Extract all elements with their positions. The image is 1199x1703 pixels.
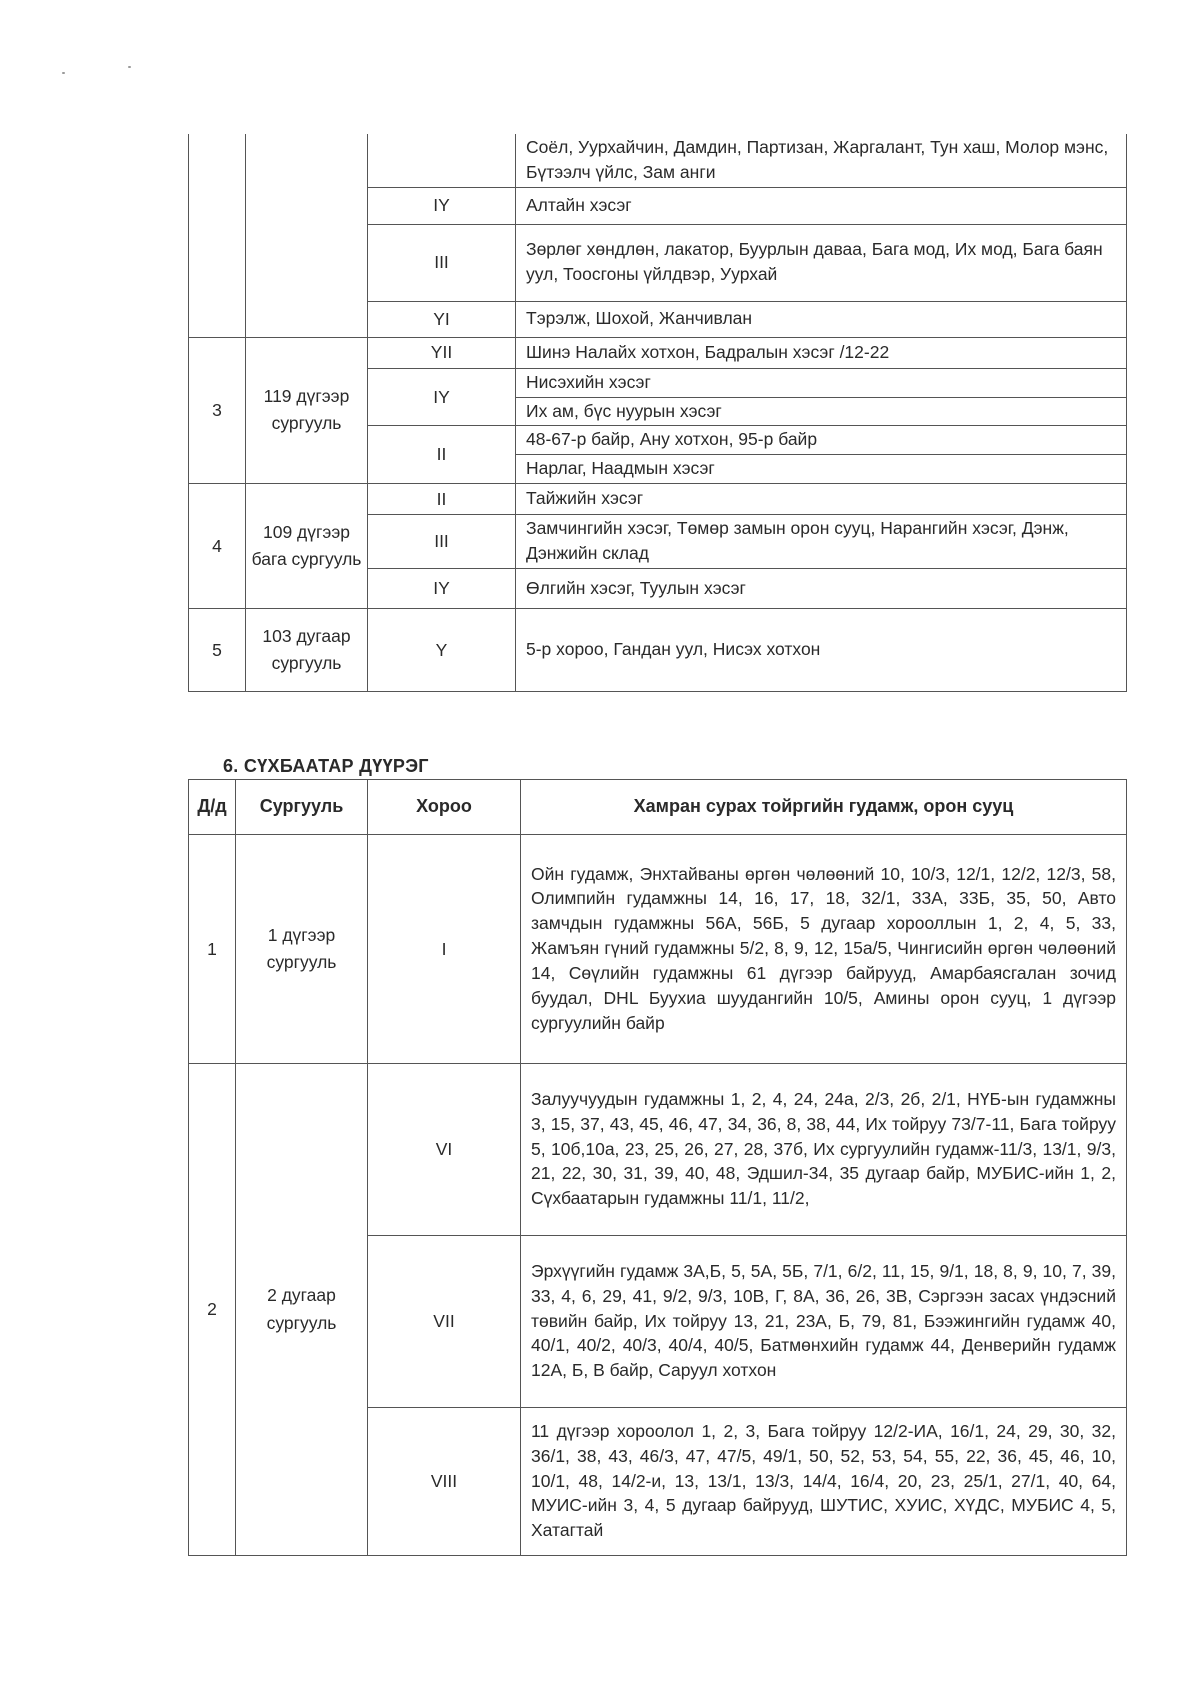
header-school: Сургууль — [236, 780, 368, 835]
section-title: 6. СҮХБААТАР ДҮҮРЭГ — [223, 756, 429, 776]
area-cell: Залуучуудын гудамжны 1, 2, 4, 24, 24а, 2/3, 2б, 2/1, НҮБ-ын гудамжны 3, 15, 37, 43, 45, 46, 47, 34, 36, 8, 38, 44, Их тойруу 73/7-11, Бага тойруу 5, 10б,10а, 23, 25, 26, 27, 28, 37б, Их сургуулийн гудамж-11/3, 13/1, 9/3, 21, 22, 30, 31, 39, 40, 48, Эдшил-34, 35 дугаар байр, МУБИС-ийн 1, 2, Сүхбаатарын гудамжны 11/1, 11/2, — [521, 1064, 1127, 1236]
area-cell: Соёл, Уурхайчин, Дамдин, Партизан, Жаргалант, Тун хаш, Молор мэнс, Бүтээлч үйлс, Зам анги — [516, 134, 1127, 187]
area-cell: Өлгийн хэсэг, Туулын хэсэг — [516, 569, 1127, 609]
area-cell: Эрхүүгийн гудамж 3А,Б, 5, 5А, 5Б, 7/1, 6/2, 11, 15, 9/1, 18, 8, 9, 10, 7, 39, 33, 4, 6, 29, 41, 9/2, 9/3, 10В, Г, 8А, 36, 26, 3В, Сэргээн засах үндэсний төвийн байр, Их тойруу 13, 21, 23А, Б, 79, 81, Бээжингийн гудамж 40, 40/1, 40/2, 40/3, 40/4, 40/5, Батмөнхийн гудамж 44, Денверийн гудамж 12А, Б, В байр, Саруул хотхон — [521, 1236, 1127, 1408]
table-row — [189, 134, 1127, 187]
num-cell: 4 — [189, 484, 246, 609]
num-cell: 2 — [189, 1064, 236, 1556]
khoroo-cell: II — [368, 484, 516, 515]
khoroo-cell: Y — [368, 609, 516, 692]
area-cell: Нисэхийн хэсэг — [516, 368, 1127, 397]
sukhbaatar-district-table — [188, 779, 1127, 1556]
district-table-continued — [188, 134, 1127, 692]
khoroo-cell: II — [368, 426, 516, 484]
header-num: Д/д — [189, 780, 236, 835]
khoroo-cell: III — [368, 515, 516, 569]
num-cell: 3 — [189, 337, 246, 483]
scan-speck — [62, 72, 65, 74]
area-cell: Тэрэлж, Шохой, Жанчивлан — [516, 301, 1127, 337]
area-cell: Зөрлөг хөндлөн, лакатор, Буурлын даваа, Бага мод, Их мод, Бага баян уул, Тоосгоны үйлдвэр, Уурхай — [516, 224, 1127, 301]
area-cell: 11 дүгээр хороолол 1, 2, 3, Бага тойруу 12/2-ИА, 16/1, 24, 29, 30, 32, 36/1, 38, 43, 46/3, 47, 47/5, 49/1, 50, 52, 53, 54, 55, 22, 36, 45, 46, 10, 10/1, 48, 14/2-и, 13, 13/1, 13/3, 14/4, 16/4, 20, 23, 25/1, 27/1, 40, 64, МУИС-ийн 3, 4, 5 дугаар байрууд, ШУТИС, ХУИС, ХҮДС, МУБИС 4, 5, Хатагтай — [521, 1408, 1127, 1556]
school-cell: 109 дүгээр бага сургууль — [246, 484, 368, 609]
scan-speck — [128, 66, 131, 68]
table-row — [189, 337, 1127, 368]
khoroo-cell: IY — [368, 187, 516, 224]
khoroo-cell: IY — [368, 368, 516, 426]
area-cell: 48-67-р байр, Ану хотхон, 95-р байр — [516, 426, 1127, 455]
table-row — [189, 609, 1127, 692]
area-cell: Тайжийн хэсэг — [516, 484, 1127, 515]
khoroo-cell-empty — [368, 134, 516, 187]
num-cell: 5 — [189, 609, 246, 692]
area-cell: Шинэ Налайх хотхон, Бадралын хэсэг /12-22 — [516, 337, 1127, 368]
khoroo-cell: VI — [368, 1064, 521, 1236]
table-row — [189, 835, 1127, 1064]
school-cell: 119 дүгээр сургууль — [246, 337, 368, 483]
khoroo-cell: III — [368, 224, 516, 301]
table-row — [189, 484, 1127, 515]
khoroo-cell: VII — [368, 1236, 521, 1408]
school-cell-empty — [246, 134, 368, 337]
khoroo-cell: I — [368, 835, 521, 1064]
school-cell: 1 дүгээр сургууль — [236, 835, 368, 1064]
area-cell: Алтайн хэсэг — [516, 187, 1127, 224]
area-cell: Ойн гудамж, Энхтайваны өргөн чөлөөний 10, 10/3, 12/1, 12/2, 12/3, 58, Олимпийн гудамжны 14, 16, 17, 18, 32/1, 33А, 33Б, 35, 50, Авто замчдын гудамжны 56А, 56Б, 5 дугаар хорооллын 1, 2, 4, 5, 33, Жамъян гүний гудамжны 5/2, 8, 9, 12, 15а/5, Чингисийн өргөн чөлөөний 14, Сөүлийн гудамжны 61 дүгээр байрууд, Амарбаясгалан зочид буудал, DHL Буухиа шуудангийн 10/5, Амины орон сууц, 1 дүгээр сургуулийн байр — [521, 835, 1127, 1064]
khoroo-cell: YI — [368, 301, 516, 337]
khoroo-cell: IY — [368, 569, 516, 609]
school-cell: 2 дугаар сургууль — [236, 1064, 368, 1556]
num-cell-empty — [189, 134, 246, 337]
area-cell: Нарлаг, Наадмын хэсэг — [516, 455, 1127, 484]
header-khoroo: Хороо — [368, 780, 521, 835]
khoroo-cell: YII — [368, 337, 516, 368]
header-area: Хамран сурах тойргийн гудамж, орон сууц — [521, 780, 1127, 835]
area-cell: Замчингийн хэсэг, Төмөр замын орон сууц, Нарангийн хэсэг, Дэнж, Дэнжийн склад — [516, 515, 1127, 569]
area-cell: 5-р хороо, Гандан уул, Нисэх хотхон — [516, 609, 1127, 692]
school-cell: 103 дугаар сургууль — [246, 609, 368, 692]
header-row — [189, 780, 1127, 835]
khoroo-cell: VIII — [368, 1408, 521, 1556]
area-cell: Их ам, бүс нуурын хэсэг — [516, 397, 1127, 426]
num-cell: 1 — [189, 835, 236, 1064]
table-row — [189, 1064, 1127, 1236]
